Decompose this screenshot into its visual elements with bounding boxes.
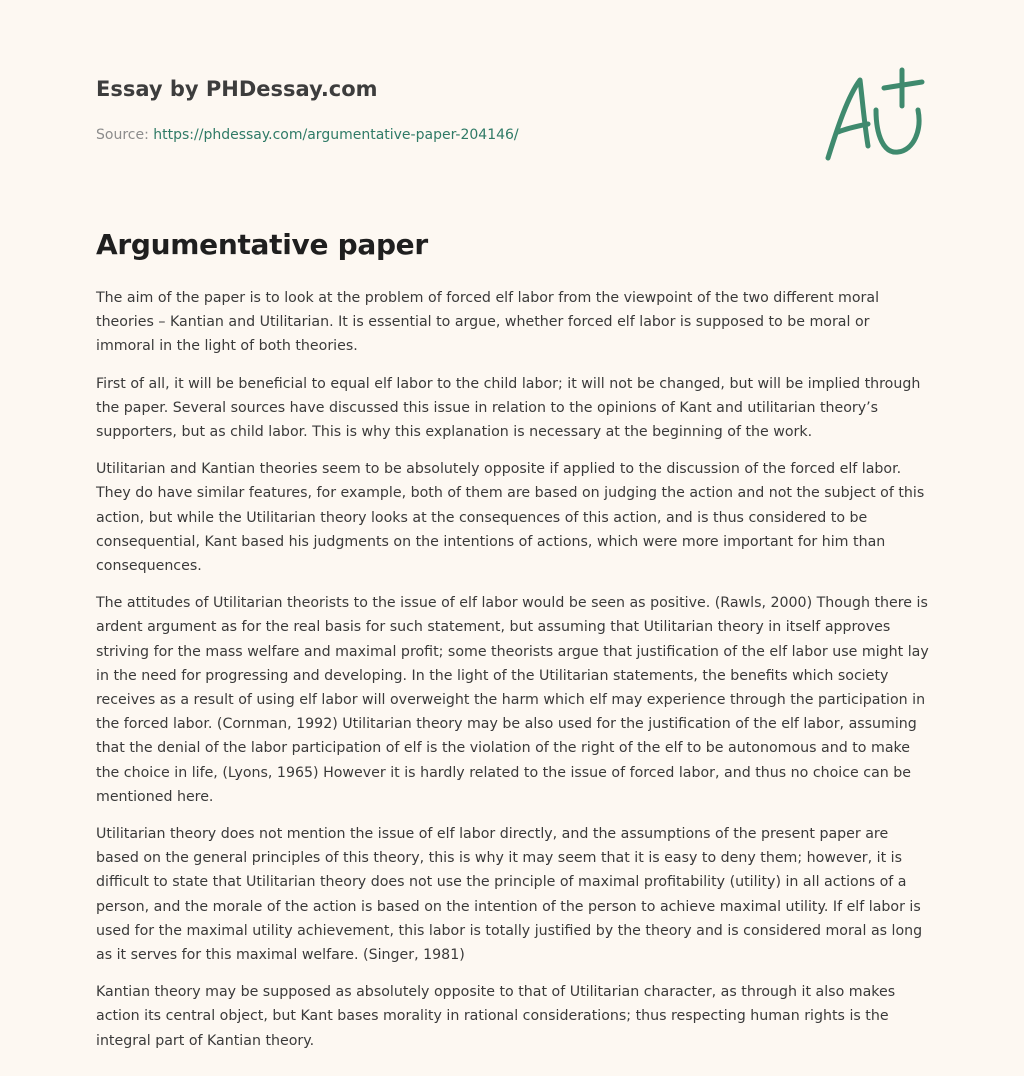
paragraph: First of all, it will be beneficial to equal elf labor to the child labor; it will not be changed, but will be implied through the paper. Several sources have discussed this issue in relation to the opinions of Kant and utilitarian theory’s supporters, but as child labor. This is why this explanation is necessary at the beginning of the work.: [96, 375, 921, 441]
brand-title: Essay by PHDessay.com: [96, 77, 378, 101]
a-plus-logo: [818, 66, 930, 166]
paragraph: Kantian theory may be supposed as absolutely opposite to that of Utilitarian character, as through it also makes action its central object, but Kant bases morality in rational considerations; thus respecting human rights is the integral part of Kantian theory.: [96, 984, 896, 1049]
paragraph: Utilitarian and Kantian theories seem to be absolutely opposite if applied to the discussion of the forced elf labor. They do have similar features, for example, both of them are based on judging the action and not the subject of this action, but while the Utilitarian theory looks at the consequences of this action, and is thus considered to be consequential, Kant based his judgments on the intentions of actions, which were more important for him than consequences.: [96, 461, 925, 575]
paragraph: Utilitarian theory does not mention the issue of elf labor directly, and the assumptions of the present paper are based on the general principles of this theory, this is why it may seem that it is easy to deny them; however, it is difficult to state that Utilitarian theory does not use the principle of maximal profitability (utility) in all actions of a person, and the morale of the action is based on the intention of the person to achieve maximal utility. If elf labor is used for the maximal utility achievement, this labor is totally justified by the theory and is considered moral as long as it serves for this maximal welfare. (Singer, 1981): [96, 826, 923, 964]
paragraph: The aim of the paper is to look at the problem of forced elf labor from the viewpoint of the two different moral theories – Kantian and Utilitarian. It is essential to argue, whether forced elf labor is supposed to be moral or immoral in the light of both theories.: [96, 290, 880, 355]
paragraph: The attitudes of Utilitarian theorists to the issue of elf labor would be seen as positive. (Rawls, 2000) Though there is ardent argument as for the real basis for such statement, but assuming that Utilitarian theory in itself approves striving for the mass welfare and maximal profit; some theorists argue that justification of the elf labor use might lay in the need for progressing and developing. In the light of the Utilitarian statements, the benefits which society receives as a result of using elf labor will overweight the harm which elf may experience through the participation in the forced labor. (Cornman, 1992) Utilitarian theory may be also used for the justification of the elf labor, assuming that the denial of the labor participation of elf is the violation of the right of the elf to be autonomous and to make the choice in life, (Lyons, 1965) However it is hardly related to the issue of forced labor, and thus no choice can be mentioned here.: [96, 595, 929, 805]
article-body: [96, 286, 932, 1066]
source-label: Source:: [96, 127, 149, 143]
essay-header: [96, 74, 856, 145]
a-plus-logo-icon: [818, 66, 930, 166]
source-line: [96, 125, 856, 145]
source-link[interactable]: https://phdessay.com/argumentative-paper-204146/: [153, 127, 519, 143]
article-title: Argumentative paper: [96, 228, 428, 261]
